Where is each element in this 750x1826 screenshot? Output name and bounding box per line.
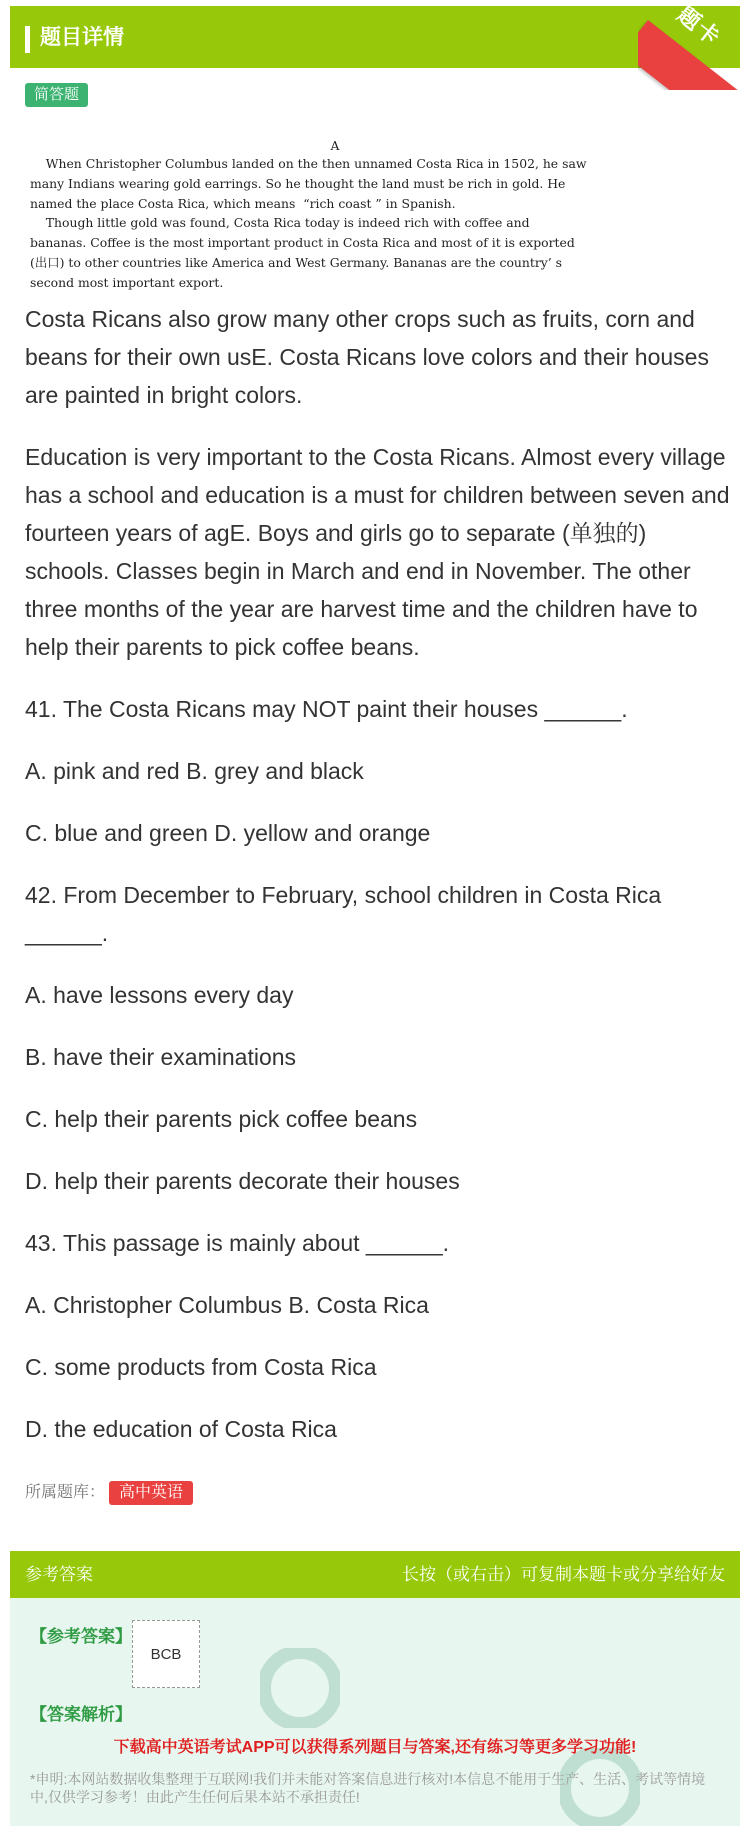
page-title: 题目详情	[40, 26, 124, 49]
answer-header-title: 参考答案	[25, 1565, 93, 1584]
question-content	[25, 300, 730, 1472]
card-ribbon[interactable]	[638, 0, 750, 90]
analysis-label: 【答案解析】	[30, 1705, 132, 1724]
page-header	[10, 6, 740, 68]
option-line: D. help their parents decorate their houses	[25, 1168, 460, 1194]
passage-image	[30, 137, 640, 295]
passage-heading: A	[330, 138, 340, 153]
answer-panel	[10, 1598, 740, 1826]
option-line: B. have their examinations	[25, 1044, 297, 1070]
source-label: 所属题库：	[25, 1484, 106, 1501]
question-42: 42. From December to February, school children in Costa Rica ______.	[25, 882, 662, 946]
option-line: C. help their parents pick coffee beans	[25, 1106, 418, 1132]
disclaimer: *申明:本网站数据收集整理于互联网!我们并未能对答案信息进行核对!本信息不能用于生产、生活、考试等情境中,仅供学习参考！由此产生任何后果本站不承担责任!	[30, 1771, 706, 1805]
passage-line: many Indians wearing gold earrings. So he thought the land must be rich in gold. He	[30, 175, 566, 191]
header-accent-bar	[25, 26, 30, 53]
source-tag[interactable]: 高中英语	[109, 1481, 193, 1505]
question-43: 43. This passage is mainly about ______.	[25, 1230, 450, 1256]
option-line: A. have lessons every day	[25, 982, 294, 1008]
question-type-badge: 简答题	[25, 83, 88, 107]
watermark-swirl-icon	[260, 1648, 340, 1728]
answer-image: BCB	[132, 1620, 200, 1688]
passage-line: named the place Costa Rica, which means “rich coast ” in Spanish.	[30, 195, 456, 211]
ribbon-label: 题卡	[672, 1, 727, 51]
option-line: C. some products from Costa Rica	[25, 1354, 377, 1380]
passage-line: Though little gold was found, Costa Rica today is indeed rich with coffee and	[30, 215, 530, 231]
passage-line: second most important export.	[30, 274, 224, 290]
passage-line: (出口) to other countries like America and West Germany. Bananas are the country’ s	[30, 254, 563, 270]
question-source	[25, 1480, 193, 1506]
option-line: C. blue and green D. yellow and orange	[25, 820, 431, 846]
reference-answer-label: 【参考答案】	[30, 1627, 132, 1646]
passage-line: When Christopher Columbus landed on the then unnamed Costa Rica in 1502, he saw	[30, 156, 587, 171]
paragraph: Education is very important to the Costa Ricans. Almost every village has a school and education is a must for children between seven and fourteen years of agE. Boys and girls go to separate (单独的) schools. Classes begin in March and end in November. The other three months of the year are harvest time and the children have to help their parents to pick coffee beans.	[25, 444, 730, 660]
download-app-promo[interactable]: 下载高中英语考试APP可以获得系列题目与答案,还有练习等更多学习功能!	[113, 1739, 637, 1756]
option-line: A. Christopher Columbus B. Costa Rica	[25, 1292, 429, 1318]
share-hint: 长按（或右击）可复制本题卡或分享给好友	[402, 1565, 725, 1584]
question-41: 41. The Costa Ricans may NOT paint their houses ______.	[25, 696, 628, 722]
option-line: D. the education of Costa Rica	[25, 1416, 337, 1442]
answer-header	[10, 1551, 740, 1598]
passage-line: bananas. Coffee is the most important product in Costa Rica and most of it is exported	[30, 235, 575, 251]
paragraph: Costa Ricans also grow many other crops such as fruits, corn and beans for their own usE. Costa Ricans love colors and their houses are painted in bright colors.	[25, 306, 709, 408]
option-line: A. pink and red B. grey and black	[25, 758, 364, 784]
